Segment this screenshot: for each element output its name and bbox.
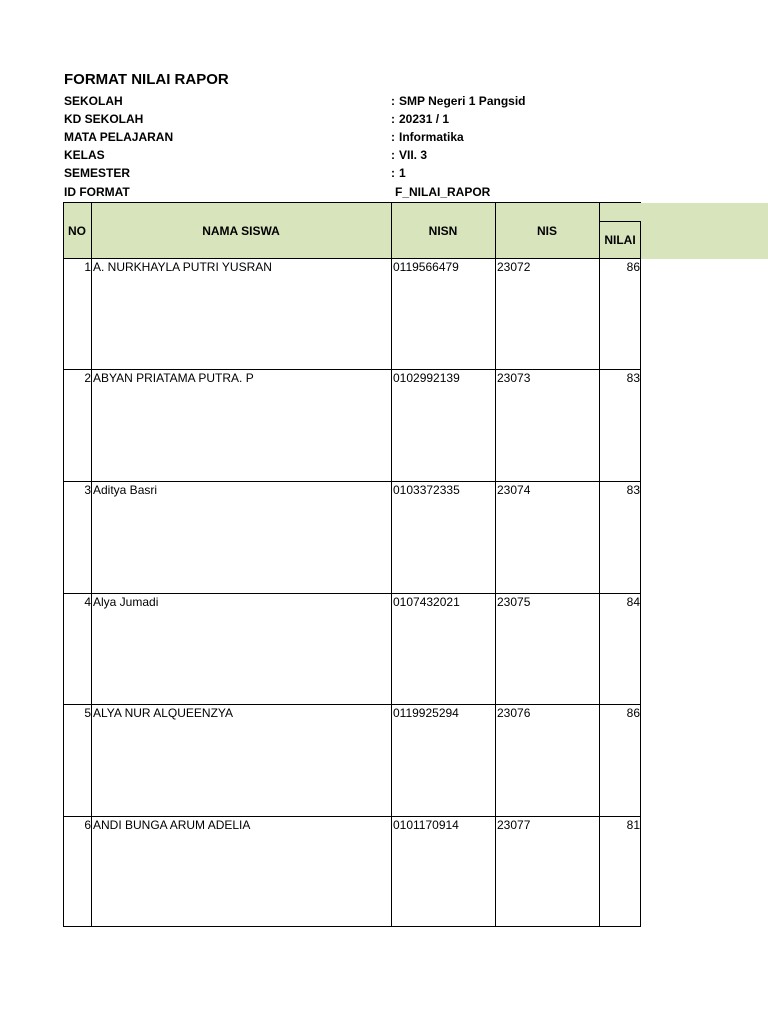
cell-no: 5 (84, 706, 91, 720)
col-header-nama: NAMA SISWA (202, 224, 280, 238)
col-header-nis: NIS (536, 224, 557, 238)
meta-label: ID FORMAT (64, 185, 130, 199)
cell-no: 2 (84, 371, 91, 385)
cell-nilai: 83 (626, 483, 640, 497)
grid-line (63, 704, 641, 705)
meta-value: F_NILAI_RAPOR (395, 185, 491, 199)
cell-nisn: 0101170914 (393, 818, 459, 832)
meta-label: MATA PELAJARAN (64, 130, 174, 144)
meta-value: : Informatika (391, 130, 464, 144)
cell-no: 4 (84, 595, 91, 609)
grid-line (391, 203, 392, 927)
cell-nis: 23077 (497, 818, 531, 832)
cell-nisn: 0103372335 (393, 483, 460, 497)
cell-nisn: 0119925294 (393, 706, 459, 720)
cell-nama: A. NURKHAYLA PUTRI YUSRAN (93, 260, 272, 274)
cell-nilai: 81 (626, 818, 640, 832)
cell-nama: ABYAN PRIATAMA PUTRA. P (93, 371, 254, 385)
grid-line (63, 816, 641, 817)
meta-value: : VII. 3 (391, 148, 428, 162)
cell-no: 1 (84, 260, 91, 274)
cell-nilai: 86 (626, 260, 640, 274)
meta-label: KD SEKOLAH (64, 112, 144, 126)
meta-row-kd-sekolah (0, 110, 768, 128)
cell-nama: Alya Jumadi (93, 595, 159, 609)
cell-nis: 23075 (497, 595, 531, 609)
cell-no: 3 (84, 483, 91, 497)
grid-line (63, 926, 641, 927)
meta-row-semester (0, 164, 768, 182)
cell-nama: Aditya Basri (93, 483, 158, 497)
col-header-nisn: NISN (428, 224, 458, 238)
cell-nama: ALYA NUR ALQUEENZYA (93, 706, 234, 720)
grid-line (599, 221, 641, 222)
meta-row-id-format (0, 183, 768, 201)
grid-line (63, 369, 641, 370)
cell-nama: ANDI BUNGA ARUM ADELIA (93, 818, 251, 832)
cell-nis: 23072 (497, 260, 531, 274)
cell-nilai: 86 (626, 706, 640, 720)
grid-line (63, 258, 641, 259)
grid-line (91, 203, 92, 927)
grid-line (63, 202, 641, 203)
cell-nisn: 0107432021 (393, 595, 460, 609)
cell-nis: 23074 (497, 483, 531, 497)
cell-nilai: 83 (626, 371, 640, 385)
meta-row-sekolah (0, 92, 768, 110)
cell-nis: 23076 (497, 706, 531, 720)
meta-label: SEKOLAH (64, 94, 123, 108)
meta-value: : 20231 / 1 (391, 112, 450, 126)
cell-nisn: 0102992139 (393, 371, 460, 385)
meta-label: SEMESTER (64, 166, 131, 180)
cell-nis: 23073 (497, 371, 531, 385)
grid-line (495, 203, 496, 927)
grid-line (63, 481, 641, 482)
meta-row-mata-pelajaran (0, 128, 768, 146)
grid-line (63, 593, 641, 594)
cell-nisn: 0119566479 (393, 260, 459, 274)
cell-no: 6 (84, 818, 91, 832)
meta-value: : 1 (391, 166, 406, 180)
meta-value: : SMP Negeri 1 Pangsid (391, 94, 526, 108)
meta-label: KELAS (64, 148, 105, 162)
meta-row-kelas (0, 146, 768, 164)
grid-line (640, 221, 641, 927)
col-header-no: NO (68, 224, 86, 238)
page-title: FORMAT NILAI RAPOR (64, 71, 229, 88)
col-header-nilai: NILAI (604, 233, 636, 247)
cell-nilai: 84 (626, 595, 640, 609)
